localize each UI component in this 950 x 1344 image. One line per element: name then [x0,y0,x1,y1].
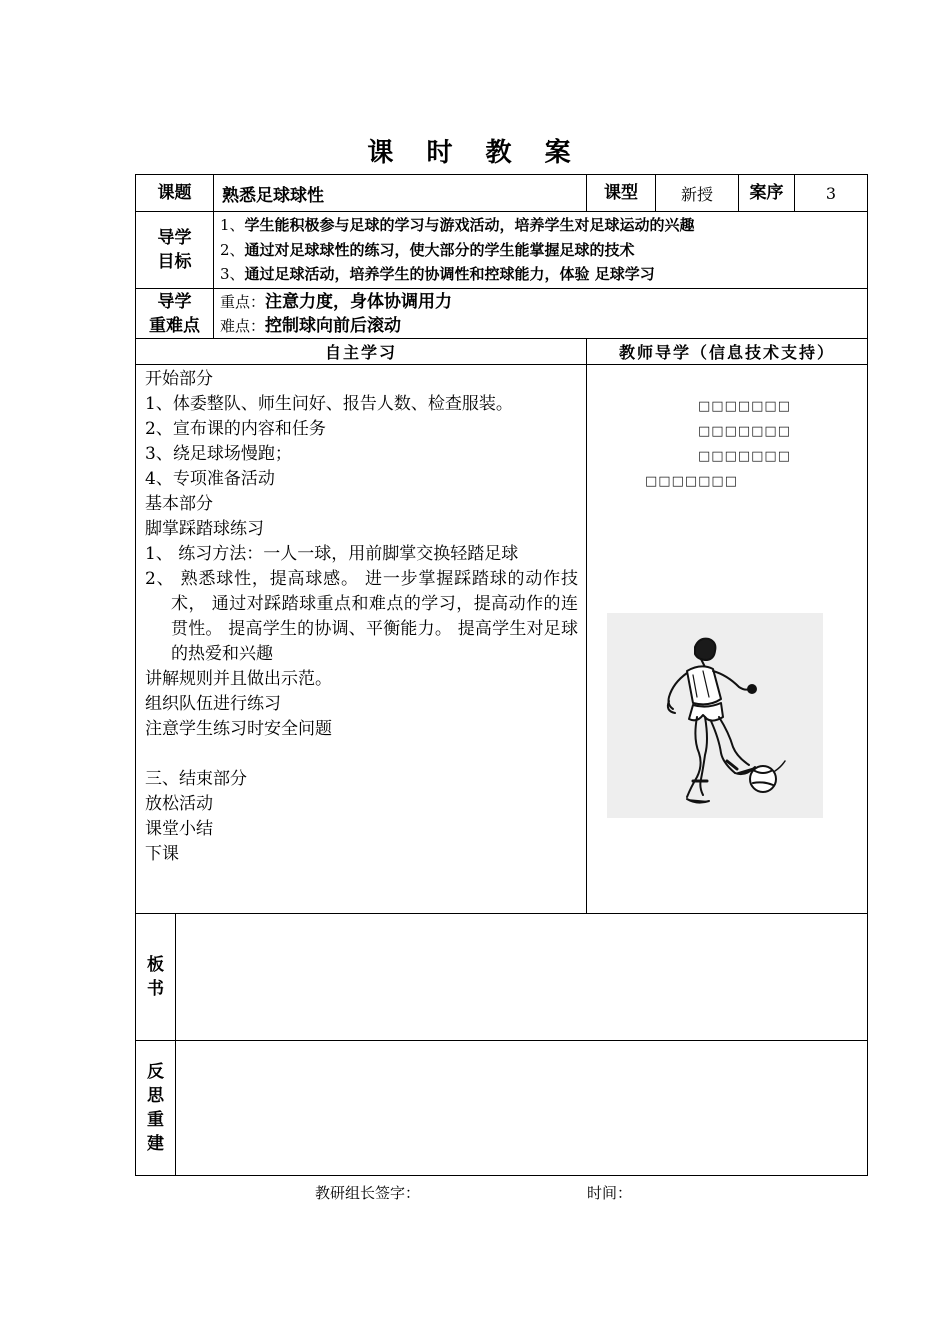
soccer-player-illustration [607,613,823,818]
time-label: 时间： [587,1184,633,1202]
sign-label: 教研组长签字： [315,1184,421,1202]
keypoints-label: 导学 重难点 [136,289,214,339]
keypoints-content [214,289,868,339]
teacher-guide-content [587,365,868,914]
reflect-label: 反思重建 [136,1041,176,1176]
board-label: 板书 [136,914,176,1041]
goal-item: 1、学生能积极参与足球的学习与游戏活动，培养学生对足球运动的兴趣 [220,216,695,234]
placeholder-text: □□□□□□□ [698,449,791,464]
reflect-row [136,1041,868,1176]
goals-label: 导学 目标 [136,212,214,289]
content-row [136,365,868,914]
board-row [136,914,868,1041]
goal-item: 3、通过足球活动，培养学生的协调性和控球能力，体验 足球学习 [220,265,655,283]
topic-label: 课题 [136,175,214,212]
board-content [176,914,868,1041]
placeholder-text: □□□□□□□ [698,399,791,414]
teacher-guide-header: 教师导学（信息技术支持） [587,339,868,365]
topic-value: 熟悉足球球性 [214,175,587,212]
lesson-plan-table [135,174,867,1176]
seq-label: 案序 [739,175,795,212]
goals-content [214,212,868,289]
soccer-player-image [607,613,823,818]
placeholder-text: □□□□□□□ [645,474,738,489]
placeholder-text: □□□□□□□ [698,424,791,439]
goal-item: 2、通过对足球球性的练习，使大部分的学生能掌握足球的技术 [220,240,635,259]
keypoints-row [136,289,868,339]
self-study-header: 自主学习 [136,339,587,365]
key-point: 重点：注意力度，身体协调用力 [220,291,453,312]
type-label: 课型 [587,175,656,212]
page-title: 课 时 教 案 [367,138,583,168]
type-value: 新授 [656,175,739,212]
self-study-content: 开始部分 1、体委整队、师生问好、报告人数、检查服装。 2、宣布课的内容和任务 3、绕足球场慢跑； 4、专项准备活动 基本部分 脚掌踩踏球练习 1、 练习方法：一人一球，用前脚掌交换轻踏足球 2、 熟悉球性，提高球感。 进一步掌握踩踏球的动作技术， 通过对踩踏球重点和难点的学习，提高动作的连贯性。 提高学生的协调、平衡能力。 提高学生对足球的热爱和兴趣 讲解规则并且做出示范。 组织队伍进行练习 注意学生练习时安全问题 三、结束部分 放松活动 课堂小结 下课 [136,365,587,914]
goals-row [136,212,868,289]
difficult-point: 难点：控制球向前后滚动 [220,315,402,336]
seq-value: 3 [795,175,868,212]
columns-header-row [136,339,868,365]
topic-row [136,175,868,212]
reflect-content [176,1041,868,1176]
